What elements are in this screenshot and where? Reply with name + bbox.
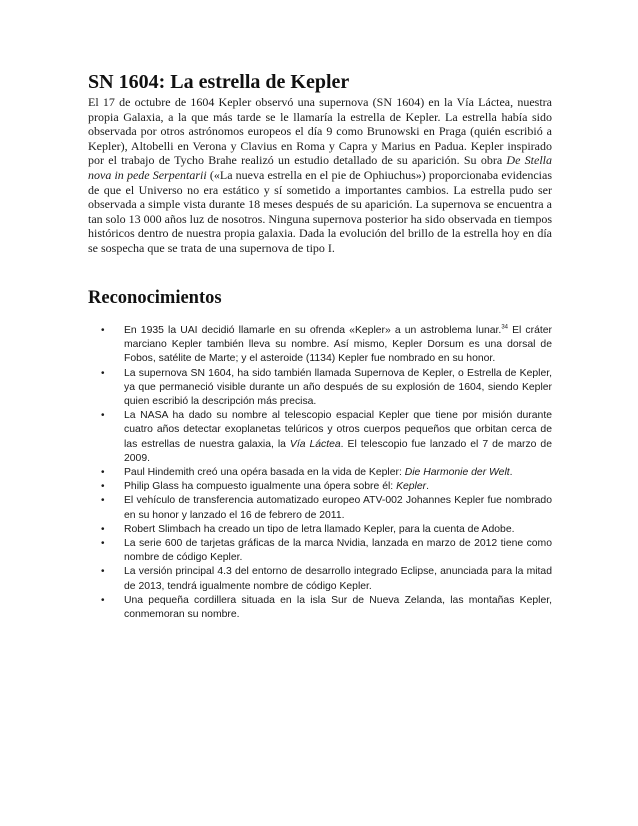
item-text: La versión principal 4.3 del entorno de desarrollo integrado Eclipse, anunciada para la mitad de 2013, tendrá igualmente nombre de código Kepler. [124,566,552,592]
bullet-icon: • [101,538,105,550]
item-text-continued: . El telescopio fue lanzado el 7 de marzo de 2009. [124,438,552,464]
footnote-ref: 34 [501,324,508,331]
bullet-icon: • [101,467,105,479]
item-text: La serie 600 de tarjetas gráficas de la marca Nvidia, lanzada en marzo de 2012 tiene como nombre de código Kepler. [124,538,552,564]
item-text-continued: El cráter marciano Kepler también lleva su nombre. Así mismo, Kepler Dorsum es una dorsal de Fobos, satélite de Marte; y el asteroide (1134) Kepler fue nombrado en su honor. [124,325,552,365]
list-item [88,565,552,593]
bullet-icon: • [101,410,105,422]
italic-term: Vía Láctea [289,438,341,450]
italic-term: Die Harmonie der Welt [404,467,510,479]
item-text: Paul Hindemith creó una opéra basada en la vida de Kepler: [124,467,405,479]
item-text: Una pequeña cordillera situada en la isla Sur de Nueva Zelanda, las montañas Kepler, conmemoran su nombre. [124,594,552,621]
intro-text-part-1: El 17 de octubre de 1604 Kepler observó una supernova (SN 1604) en la Vía Láctea, nuestra propia Galaxia, a la que más tarde se le llamaría la estrella de Kepler. La estrella había sido observada por otros astrónomos europeos el día 9 como Brunowski en Praga (quién escribió a Kepler), Altobelli en Verona y Clavius en Roma y Capra y Marius en Padua. Kepler inspirado por el trabajo de Tycho Brahe realizó un estudio detallado de su aparición. Su obra [88,95,552,168]
list-item [88,480,552,494]
item-text: Robert Slimbach ha creado un tipo de letra llamado Kepler, para la cuenta de Adobe. [124,523,515,535]
bullet-icon: • [101,481,105,493]
list-item [88,523,552,537]
item-text: La supernova SN 1604, ha sido también llamada Supernova de Kepler, o Estrella de Kepler, ya que permaneció visible durante un año después de su explosión de 1604, siendo Kepler quien escribió la descripción más precisa. [124,367,552,408]
item-text: En 1935 la UAI decidió llamarle en su ofrenda «Kepler» a un astroblema lunar. [124,325,502,336]
list-item [88,537,552,565]
intro-paragraph [88,95,552,256]
list-item [88,409,552,466]
item-text: El vehículo de transferencia automatizado europeo ATV-002 Johannes Kepler fue nombrado en su honor y lanzado el 16 de febrero de 2011. [124,495,552,521]
item-text: La NASA ha dado su nombre al telescopio espacial Kepler que tiene por misión durante cuatro años detectar exoplanetas telúricos y otros cuerpos pequeños que orbitan cerca de las estrellas de nuestra galaxia, la [124,410,552,450]
item-text-continued: . [509,467,513,479]
page-title: SN 1604: La estrella de Kepler [88,71,350,93]
item-text-continued: . [426,481,429,493]
list-item [88,367,552,410]
bullet-icon: • [101,566,105,578]
bullet-icon: • [101,594,105,606]
bullet-icon: • [101,523,105,535]
acknowledgements-list [88,324,552,622]
item-text: Philip Glass ha compuesto igualmente una ópera sobre él: [124,481,397,493]
list-item [88,324,552,367]
bullet-icon: • [101,367,105,379]
section-title: Reconocimientos [88,288,222,308]
bullet-icon: • [101,325,105,336]
italic-term: Kepler [396,481,427,493]
intro-text-part-2: («La nueva estrella en el pie de Ophiuchus») proporcionaba evidencias de que el Universo no era estático y sí sometido a importantes cambios. La estrella pudo ser observada a simple vista durante 18 meses después de su aparición. La supernova se encuentra a tan solo 13 000 años luz de nosotros. Ninguna supernova posterior ha sido observada en tiempos históricos dentro de nuestra propia galaxia. Dada la evolución del brillo de la estrella hoy en día se sospecha que se trata de una supernova de tipo I. [88,167,552,255]
bullet-icon: • [101,495,105,507]
book-title: De Stella nova in pede Serpentarii [88,153,552,182]
list-item [88,494,552,522]
list-item [88,594,552,622]
list-item [88,466,552,480]
